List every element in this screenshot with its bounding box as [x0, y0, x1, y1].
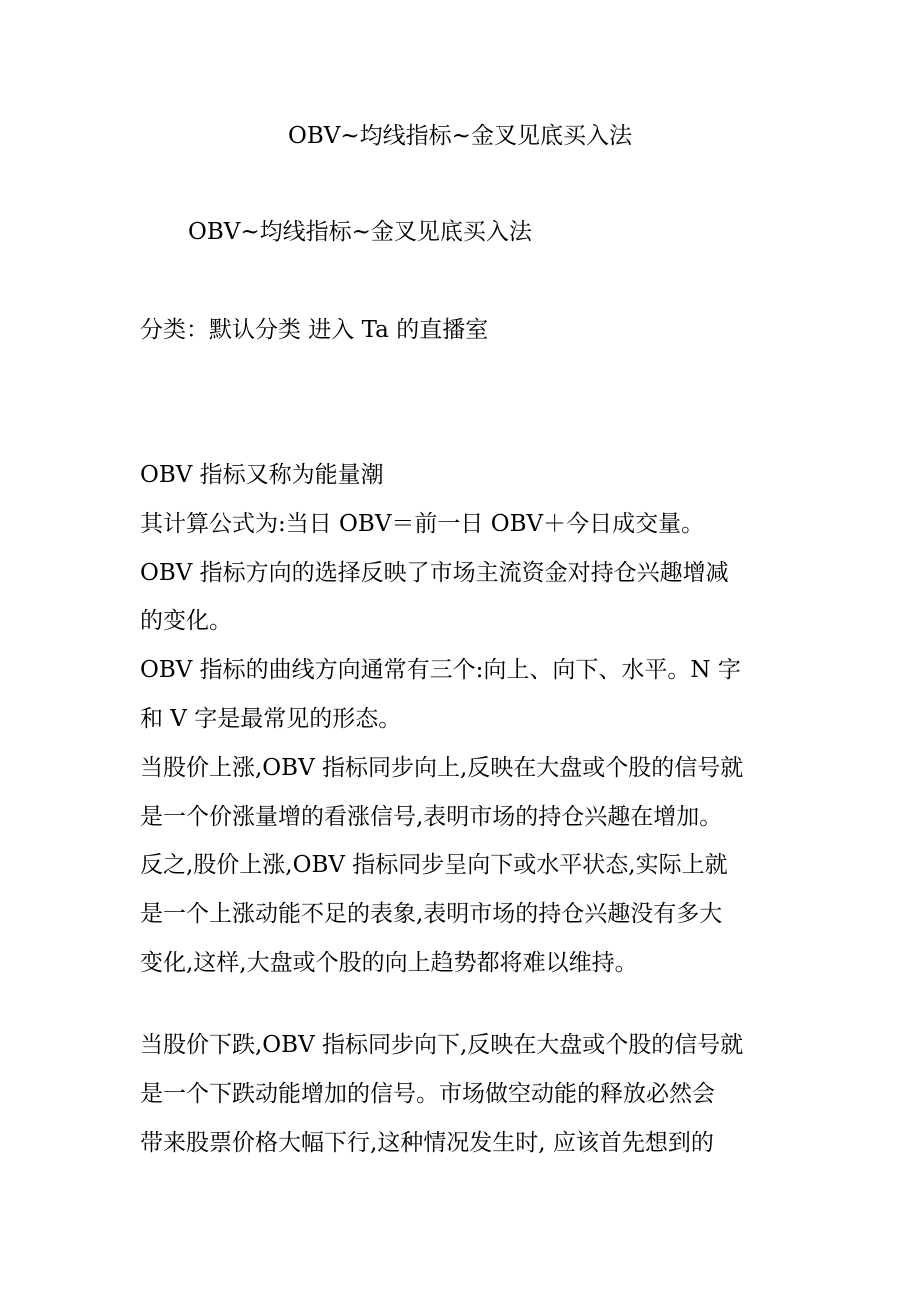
- text-line: 反之,股价上涨,OBV 指标同步呈向下或水平状态,实际上就: [140, 852, 728, 879]
- document-subtitle: OBV~均线指标~金叉见底买入法: [188, 219, 532, 245]
- text-line: 和 V 字是最常见的形态。: [140, 705, 402, 732]
- text-line: OBV 指标方向的选择反映了市场主流资金对持仓兴趣增减: [140, 559, 729, 586]
- text-line: 是一个上涨动能不足的表象,表明市场的持仓兴趣没有多大: [140, 901, 723, 928]
- text-line: 是一个下跌动能增加的信号。市场做空动能的释放必然会: [140, 1080, 715, 1107]
- body-paragraph-group-2: [140, 1021, 800, 1167]
- text-line: 其计算公式为:当日 OBV＝前一日 OBV＋今日成交量。: [140, 510, 705, 537]
- text-line: 变化,这样,大盘或个股的向上趋势都将难以维持。: [140, 949, 638, 976]
- text-line: OBV 指标又称为能量潮: [140, 462, 384, 488]
- text-line: 当股价下跌,OBV 指标同步向下,反映在大盘或个股的信号就: [140, 1032, 744, 1058]
- text-line: 当股价上涨,OBV 指标同步向上,反映在大盘或个股的信号就: [140, 754, 744, 781]
- category-line: 分类：默认分类 进入 Ta 的直播室: [140, 317, 489, 343]
- text-line: 的变化。: [140, 608, 232, 635]
- text-line: 带来股票价格大幅下行,这种情况发生时, 应该首先想到的: [140, 1129, 714, 1156]
- document-title: OBV~均线指标~金叉见底买入法: [288, 123, 632, 149]
- text-line: 是一个价涨量增的看涨信号,表明市场的持仓兴趣在增加。: [140, 803, 723, 830]
- text-line: OBV 指标的曲线方向通常有三个:向上、向下、水平。N 字: [140, 657, 741, 684]
- body-paragraph-group-1: [140, 451, 800, 988]
